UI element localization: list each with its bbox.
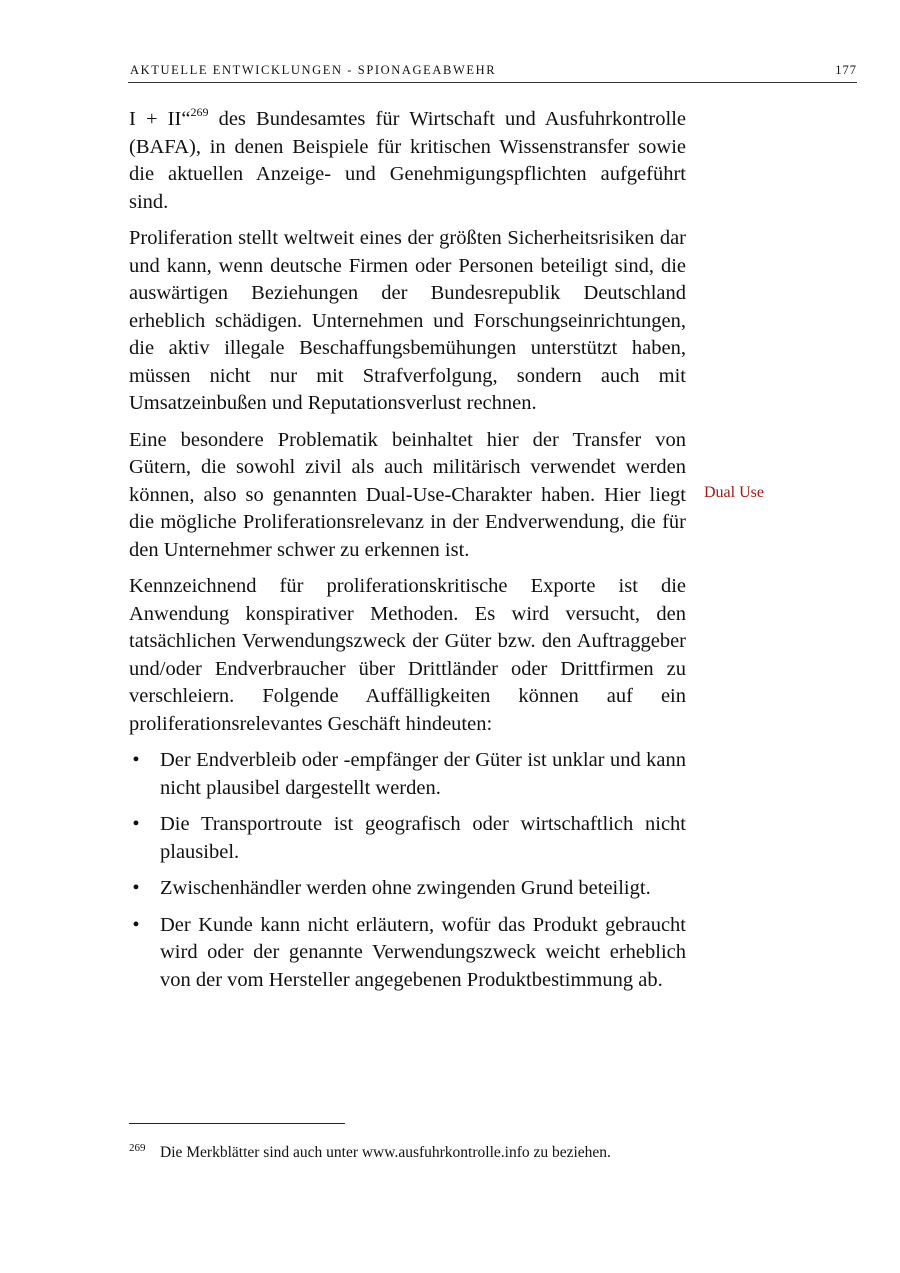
bullet-icon: • (132, 913, 140, 936)
footnote (129, 1142, 686, 1163)
paragraph-4: Kennzeichnend für proliferationskritische Exporte ist die Anwendung konspirativer Methoden. Es wird versucht, den tatsächlichen Verwendungszweck der Güter bzw. den Auftraggeber und/oder Endverbraucher über Drittländer oder Drittfirmen zu verschleiern. Folgende Auffälligkeiten können auf ein proliferationsrelevantes Geschäft hindeuten: (129, 575, 686, 735)
running-header-title: AKTUELLE ENTWICKLUNGEN - SPIONAGEABWEHR (130, 63, 497, 77)
bullet-icon: • (132, 877, 140, 899)
list-item-text: Zwischenhändler werden ohne zwingenden Grund beteiligt. (160, 877, 651, 899)
footnote-reference[interactable]: 269 (190, 105, 209, 119)
list-item (129, 875, 686, 903)
paragraph-3: Eine besondere Problematik beinhaltet hier der Transfer von Gütern, die sowohl zivil als auch militärisch verwendet werden können, also so genannten Dual-Use-Charakter haben. Hier liegt die mögliche Proliferationsrelevanz in der Endverwendung, die für den Unternehmer schwer zu erkennen ist. (129, 428, 686, 561)
list-item-text: Der Kunde kann nicht erläutern, wofür das Produkt gebraucht wird oder der genannte Verwendungszweck weicht erheblich von der vom Hersteller angegebenen Produktbestimmung ab. (160, 913, 686, 991)
margin-note-dual-use: Dual Use (704, 484, 764, 501)
bullet-icon: • (132, 749, 140, 771)
list-item (129, 747, 686, 802)
list-item (129, 912, 686, 995)
footnote-number: 269 (129, 1142, 146, 1154)
paragraph-1-start: I + II“ (129, 108, 191, 130)
page-number: 177 (835, 63, 857, 77)
footnote-divider (129, 1123, 345, 1124)
main-text (129, 106, 686, 1003)
list-item-text: Der Endverbleib oder -empfänger der Güter ist unklar und kann nicht plausibel dargestellt werden. (160, 749, 686, 799)
paragraph-1-rest: des Bundesamtes für Wirtschaft und Ausfuhrkontrolle (BAFA), in denen Beispiele für kritischen Wissenstransfer sowie die aktuellen Anzeige- und Genehmigungspflichten aufgeführt sind. (129, 108, 687, 213)
bullet-icon: • (132, 813, 140, 835)
paragraph-2: Proliferation stellt weltweit eines der größten Sicherheitsrisiken dar und kann, wenn deutsche Firmen oder Personen beteiligt sind, die auswärtigen Beziehungen der Bundesrepublik Deutschland erheblich schädigen. Unternehmen und Forschungseinrichtungen, die aktiv illegale Beschaffungsbemühungen unterstützt haben, müssen nicht nur mit Strafverfolgung, sondern auch mit Umsatzeinbußen und Reputationsverlust rechnen. (129, 227, 686, 414)
bullet-list (129, 747, 686, 994)
footnote-text: Die Merkblätter sind auch unter www.ausfuhrkontrolle.info zu beziehen. (160, 1144, 611, 1161)
list-item (129, 811, 686, 866)
list-item-text: Die Transportroute ist geografisch oder wirtschaftlich nicht plausibel. (160, 813, 686, 863)
paragraph-1 (129, 106, 686, 216)
running-header (128, 61, 857, 83)
